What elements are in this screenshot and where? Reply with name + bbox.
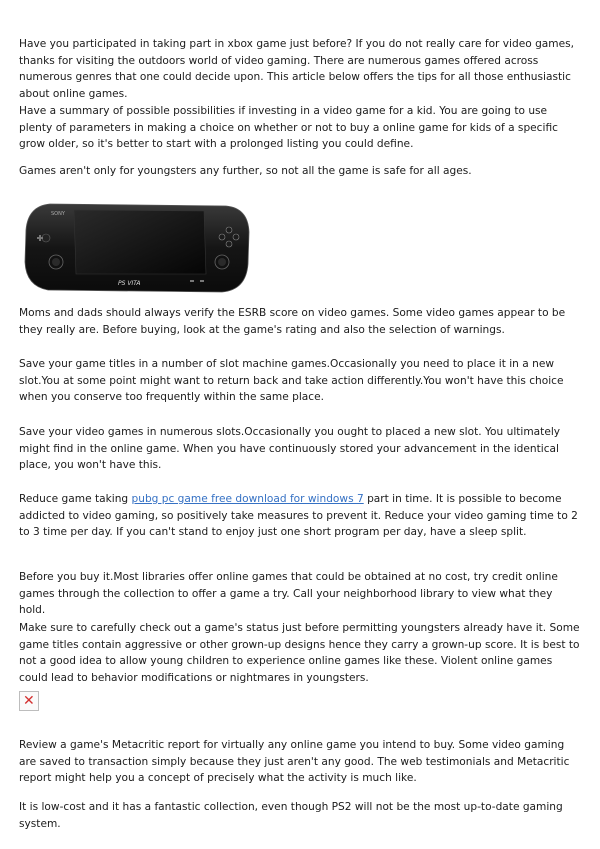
paragraph-save-slots-2: Save your video games in numerous slots.Occasionally you ought to placed a new slot. You ultimately might find in the online game. When you have continuously stored your advancement in the identical place, you won't have this. (19, 426, 561, 472)
pubg-download-link[interactable]: pubg pc game free download for windows 7 (131, 493, 364, 505)
text-before-link: Reduce game taking (19, 493, 132, 505)
paragraph-status: Make sure to carefully check out a game's status just before permitting youngsters already have it. Some game titles contain aggressive or other grown-up designs hence they carry a grown-up score. It is best to not a good idea to allow young children to experience online games like these. Violent online games could lead to behavior modifications or nightmares in youngsters. (19, 622, 580, 685)
paragraph-ps2: It is low-cost and it has a fantastic collection, even though PS2 will not be the most up-to-date gaming system. (19, 801, 563, 830)
vita-logo-text: PS VITA (118, 280, 141, 287)
ps-vita-image (22, 200, 252, 294)
paragraph-esrb: Moms and dads should always verify the ESRB score on video games. Some video games appear to be they really are. Before buying, look at the game's rating and also the selection of warnings. (19, 307, 566, 336)
paragraph-save-slots: Save your game titles in a number of slot machine games.Occasionally you need to place it in a new slot.You at some point might want to return back and take action differently.You won't have this choice when you conserve too frequently within the same place. (19, 358, 564, 404)
text-after-link: part in time. It is possible to become addicted to video gaming, so positively take measures to prevent it. Reduce your video gaming time to 2 to 3 time per day. If you can't stand to enjoy just one short program per day, have a sleep split. (19, 493, 578, 539)
paragraph-metacritic: Review a game's Metacritic report for virtually any online game you intend to buy. Some video gaming are saved to transaction simply because they just aren't any good. The web testimonials and Metacritic report might help you a concept of precisely what the activity is much like. (19, 739, 570, 785)
paragraph-summary: Have a summary of possible possibilities if investing in a video game for a kid. You are going to use plenty of parameters in making a choice on whether or not to buy a online game for kids of a specific grow older, so it's better to start with a prolonged listing you could define. (19, 105, 558, 151)
paragraph-reduce-time (19, 491, 581, 541)
brand-text: SONY (51, 211, 65, 217)
paragraph-libraries: Before you buy it.Most libraries offer online games that could be obtained at no cost, try credit online games through the collection to offer a game a try. Call your neighborhood library to view what they hold. (19, 571, 558, 617)
broken-image-icon: ✕ (19, 691, 39, 711)
paragraph-ages: Games aren't only for youngsters any further, so not all the game is safe for all ages. (19, 165, 472, 177)
paragraph-intro: Have you participated in taking part in xbox game just before? If you do not really care for video games, thanks for visiting the outdoors world of video gaming. There are numerous games offered across numerous genres that one could decide upon. This article below offers the tips for all those enthusiastic about online games. (19, 38, 575, 101)
